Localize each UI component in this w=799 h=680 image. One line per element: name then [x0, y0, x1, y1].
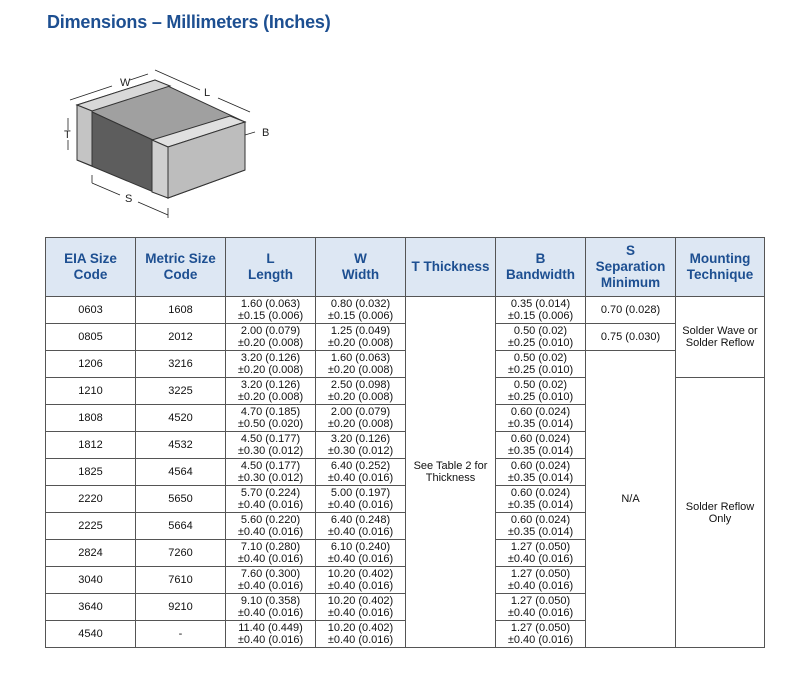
- bandwidth-cell: 0.60 (0.024) ±0.35 (0.014): [496, 459, 586, 486]
- eia-size-cell: 1825: [46, 459, 136, 486]
- metric-size-cell: 7260: [136, 540, 226, 567]
- metric-size-cell: 3225: [136, 378, 226, 405]
- bandwidth-cell: 0.60 (0.024) ±0.35 (0.014): [496, 405, 586, 432]
- width-cell: 2.50 (0.098) ±0.20 (0.008): [316, 378, 406, 405]
- bandwidth-cell: 1.27 (0.050) ±0.40 (0.016): [496, 594, 586, 621]
- eia-size-cell: 0805: [46, 324, 136, 351]
- header-width: W Width: [316, 238, 406, 297]
- separation-cell: 0.75 (0.030): [586, 324, 676, 351]
- metric-size-cell: -: [136, 621, 226, 648]
- eia-size-cell: 4540: [46, 621, 136, 648]
- thickness-note-cell: See Table 2 for Thickness: [406, 297, 496, 648]
- bandwidth-cell: 0.50 (0.02) ±0.25 (0.010): [496, 324, 586, 351]
- metric-size-cell: 2012: [136, 324, 226, 351]
- bandwidth-cell: 0.60 (0.024) ±0.35 (0.014): [496, 432, 586, 459]
- length-cell: 2.00 (0.079) ±0.20 (0.008): [226, 324, 316, 351]
- table-row: [46, 297, 765, 324]
- width-cell: 5.00 (0.197) ±0.40 (0.016): [316, 486, 406, 513]
- length-cell: 5.70 (0.224) ±0.40 (0.016): [226, 486, 316, 513]
- dim-label-b: B: [262, 127, 270, 139]
- eia-size-cell: 3040: [46, 567, 136, 594]
- bandwidth-cell: 1.27 (0.050) ±0.40 (0.016): [496, 621, 586, 648]
- dimensions-table: [45, 237, 765, 648]
- eia-size-cell: 2225: [46, 513, 136, 540]
- mounting-reflow-cell: Solder Reflow Only: [676, 378, 765, 648]
- width-cell: 10.20 (0.402) ±0.40 (0.016): [316, 621, 406, 648]
- header-thickness: T Thickness: [406, 238, 496, 297]
- table-header-row: [46, 238, 765, 297]
- width-cell: 1.60 (0.063) ±0.20 (0.008): [316, 351, 406, 378]
- bandwidth-cell: 0.50 (0.02) ±0.25 (0.010): [496, 351, 586, 378]
- length-cell: 4.50 (0.177) ±0.30 (0.012): [226, 459, 316, 486]
- eia-size-cell: 0603: [46, 297, 136, 324]
- bandwidth-cell: 1.27 (0.050) ±0.40 (0.016): [496, 540, 586, 567]
- metric-size-cell: 1608: [136, 297, 226, 324]
- eia-size-cell: 2220: [46, 486, 136, 513]
- width-cell: 0.80 (0.032) ±0.15 (0.006): [316, 297, 406, 324]
- width-cell: 6.10 (0.240) ±0.40 (0.016): [316, 540, 406, 567]
- chip-illustration: [40, 50, 300, 230]
- width-cell: 6.40 (0.252) ±0.40 (0.016): [316, 459, 406, 486]
- header-mounting: Mounting Technique: [676, 238, 765, 297]
- bandwidth-cell: 0.60 (0.024) ±0.35 (0.014): [496, 513, 586, 540]
- header-eia-size: EIA Size Code: [46, 238, 136, 297]
- length-cell: 11.40 (0.449) ±0.40 (0.016): [226, 621, 316, 648]
- page-title: Dimensions – Millimeters (Inches): [47, 12, 331, 32]
- dim-label-w: W: [120, 77, 131, 89]
- header-metric-size: Metric Size Code: [136, 238, 226, 297]
- table-row: [46, 324, 765, 351]
- eia-size-cell: 1206: [46, 351, 136, 378]
- width-cell: 10.20 (0.402) ±0.40 (0.016): [316, 567, 406, 594]
- eia-size-cell: 3640: [46, 594, 136, 621]
- dim-label-l: L: [204, 87, 211, 99]
- length-cell: 9.10 (0.358) ±0.40 (0.016): [226, 594, 316, 621]
- eia-size-cell: 1210: [46, 378, 136, 405]
- metric-size-cell: 3216: [136, 351, 226, 378]
- separation-na-cell: N/A: [586, 351, 676, 648]
- width-cell: 2.00 (0.079) ±0.20 (0.008): [316, 405, 406, 432]
- dim-label-t: T: [64, 129, 71, 141]
- width-cell: 10.20 (0.402) ±0.40 (0.016): [316, 594, 406, 621]
- header-bandwidth: B Bandwidth: [496, 238, 586, 297]
- width-cell: 1.25 (0.049) ±0.20 (0.008): [316, 324, 406, 351]
- eia-size-cell: 2824: [46, 540, 136, 567]
- mounting-wave-cell: Solder Wave or Solder Reflow: [676, 297, 765, 378]
- length-cell: 3.20 (0.126) ±0.20 (0.008): [226, 351, 316, 378]
- bandwidth-cell: 1.27 (0.050) ±0.40 (0.016): [496, 567, 586, 594]
- metric-size-cell: 4520: [136, 405, 226, 432]
- header-separation: S Separation Minimum: [586, 238, 676, 297]
- separation-cell: 0.70 (0.028): [586, 297, 676, 324]
- length-cell: 1.60 (0.063) ±0.15 (0.006): [226, 297, 316, 324]
- width-cell: 3.20 (0.126) ±0.30 (0.012): [316, 432, 406, 459]
- header-length: L Length: [226, 238, 316, 297]
- length-cell: 7.60 (0.300) ±0.40 (0.016): [226, 567, 316, 594]
- length-cell: 4.70 (0.185) ±0.50 (0.020): [226, 405, 316, 432]
- table-row: [46, 351, 765, 378]
- metric-size-cell: 4532: [136, 432, 226, 459]
- length-cell: 3.20 (0.126) ±0.20 (0.008): [226, 378, 316, 405]
- width-cell: 6.40 (0.248) ±0.40 (0.016): [316, 513, 406, 540]
- length-cell: 4.50 (0.177) ±0.30 (0.012): [226, 432, 316, 459]
- length-cell: 5.60 (0.220) ±0.40 (0.016): [226, 513, 316, 540]
- length-cell: 7.10 (0.280) ±0.40 (0.016): [226, 540, 316, 567]
- metric-size-cell: 9210: [136, 594, 226, 621]
- metric-size-cell: 5664: [136, 513, 226, 540]
- bandwidth-cell: 0.35 (0.014) ±0.15 (0.006): [496, 297, 586, 324]
- chip-dimension-diagram: [40, 50, 300, 230]
- metric-size-cell: 4564: [136, 459, 226, 486]
- dim-label-s: S: [125, 193, 133, 205]
- metric-size-cell: 5650: [136, 486, 226, 513]
- eia-size-cell: 1808: [46, 405, 136, 432]
- metric-size-cell: 7610: [136, 567, 226, 594]
- bandwidth-cell: 0.50 (0.02) ±0.25 (0.010): [496, 378, 586, 405]
- bandwidth-cell: 0.60 (0.024) ±0.35 (0.014): [496, 486, 586, 513]
- eia-size-cell: 1812: [46, 432, 136, 459]
